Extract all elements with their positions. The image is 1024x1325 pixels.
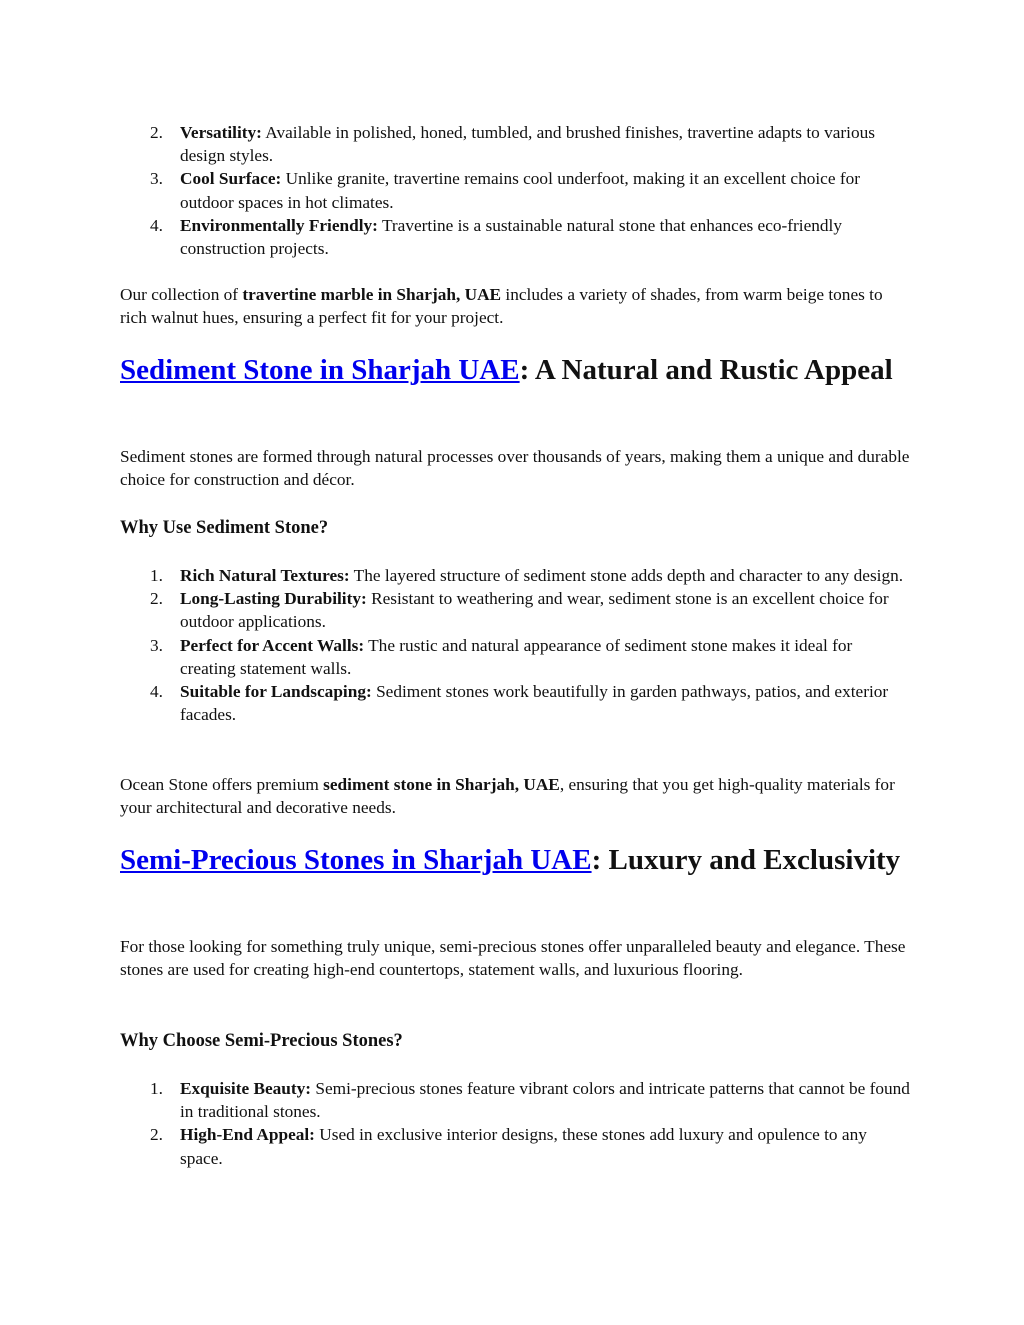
semi-precious-heading: Semi-Precious Stones in Sharjah UAE: Luxury and Exclusivity xyxy=(120,844,901,876)
item-text: Resistant to weathering and wear, sediment stone is an excellent choice for outdoor applications. xyxy=(180,589,889,632)
item-text: Available in polished, honed, tumbled, and brushed finishes, travertine adapts to various design styles. xyxy=(180,123,875,166)
item-text: Unlike granite, travertine remains cool underfoot, making it an excellent choice for outdoor spaces in hot climates. xyxy=(180,169,860,212)
travertine-benefits-list xyxy=(120,121,890,260)
item-title: High-End Appeal: xyxy=(180,1125,315,1145)
sediment-benefits-list xyxy=(120,564,910,726)
item-title: Rich Natural Textures: xyxy=(180,566,350,585)
item-title: Exquisite Beauty: xyxy=(180,1079,312,1098)
item-title: Perfect for Accent Walls: xyxy=(180,635,365,655)
list-item: 1. Rich Natural Textures: The layered structure of sediment stone adds depth and character to any design. xyxy=(150,566,904,585)
semi-precious-subheading: Why Choose Semi-Precious Stones? xyxy=(120,1031,403,1051)
semi-precious-intro: For those looking for something truly unique, semi-precious stones offer unparalleled beauty and elegance. These stones are used for creating high-end countertops, statement walls, and luxurious flooring. xyxy=(120,937,906,980)
item-text: Semi-precious stones feature vibrant colors and intricate patterns that cannot be found in traditional stones. xyxy=(180,1079,910,1122)
semi-precious-heading-link[interactable]: Semi-Precious Stones in Sharjah UAE xyxy=(120,844,592,876)
list-item: 3. Cool Surface: Unlike granite, travertine remains cool underfoot, making it an excellent choice for outdoor spaces in hot climates. xyxy=(150,169,860,212)
list-item: 2. Versatility: Available in polished, honed, tumbled, and brushed finishes, travertine adapts to various design styles. xyxy=(150,123,875,166)
item-title: Versatility: xyxy=(180,123,262,142)
item-title: Cool Surface: xyxy=(180,169,282,189)
sediment-closing: Ocean Stone offers premium sediment stone in Sharjah, UAE, ensuring that you get high-quality materials for your architectural and decorative needs. xyxy=(120,775,895,818)
sediment-intro: Sediment stones are formed through natural processes over thousands of years, making them a unique and durable choice for construction and décor. xyxy=(120,447,910,490)
list-item: 1. Exquisite Beauty: Semi-precious stones feature vibrant colors and intricate patterns that cannot be found in traditional stones. xyxy=(150,1079,910,1122)
list-item: 3. Perfect for Accent Walls: The rustic and natural appearance of sediment stone makes it ideal for creating statement walls. xyxy=(150,635,853,678)
travertine-paragraph: Our collection of travertine marble in Sharjah, UAE includes a variety of shades, from warm beige tones to rich walnut hues, ensuring a perfect fit for your project. xyxy=(120,285,883,328)
list-item: 2. High-End Appeal: Used in exclusive interior designs, these stones add luxury and opulence to any space. xyxy=(150,1125,867,1168)
item-text: The rustic and natural appearance of sediment stone makes it ideal for creating statement walls. xyxy=(180,635,853,678)
item-title: Suitable for Landscaping: xyxy=(180,682,372,702)
item-text: Sediment stones work beautifully in garden pathways, patios, and exterior facades. xyxy=(180,682,889,725)
item-text: The layered structure of sediment stone adds depth and character to any design. xyxy=(349,566,904,585)
semi-precious-benefits-list xyxy=(120,1077,910,1170)
item-title: Environmentally Friendly: xyxy=(180,215,378,235)
list-item: 2. Long-Lasting Durability: Resistant to weathering and wear, sediment stone is an excellent choice for outdoor applications. xyxy=(150,589,889,632)
sediment-subheading: Why Use Sediment Stone? xyxy=(120,518,329,538)
item-text: Used in exclusive interior designs, these stones add luxury and opulence to any space. xyxy=(180,1125,867,1168)
list-item: 4. Suitable for Landscaping: Sediment stones work beautifully in garden pathways, patios, and exterior facades. xyxy=(150,682,889,725)
item-text: Travertine is a sustainable natural stone that enhances eco-friendly construction projects. xyxy=(180,215,842,259)
list-item: 4. Environmentally Friendly: Travertine is a sustainable natural stone that enhances eco-friendly construction projects. xyxy=(150,215,842,259)
sediment-heading-link[interactable]: Sediment Stone in Sharjah UAE xyxy=(120,354,520,386)
sediment-heading: Sediment Stone in Sharjah UAE: A Natural and Rustic Appeal xyxy=(120,354,893,386)
item-title: Long-Lasting Durability: xyxy=(180,589,367,609)
